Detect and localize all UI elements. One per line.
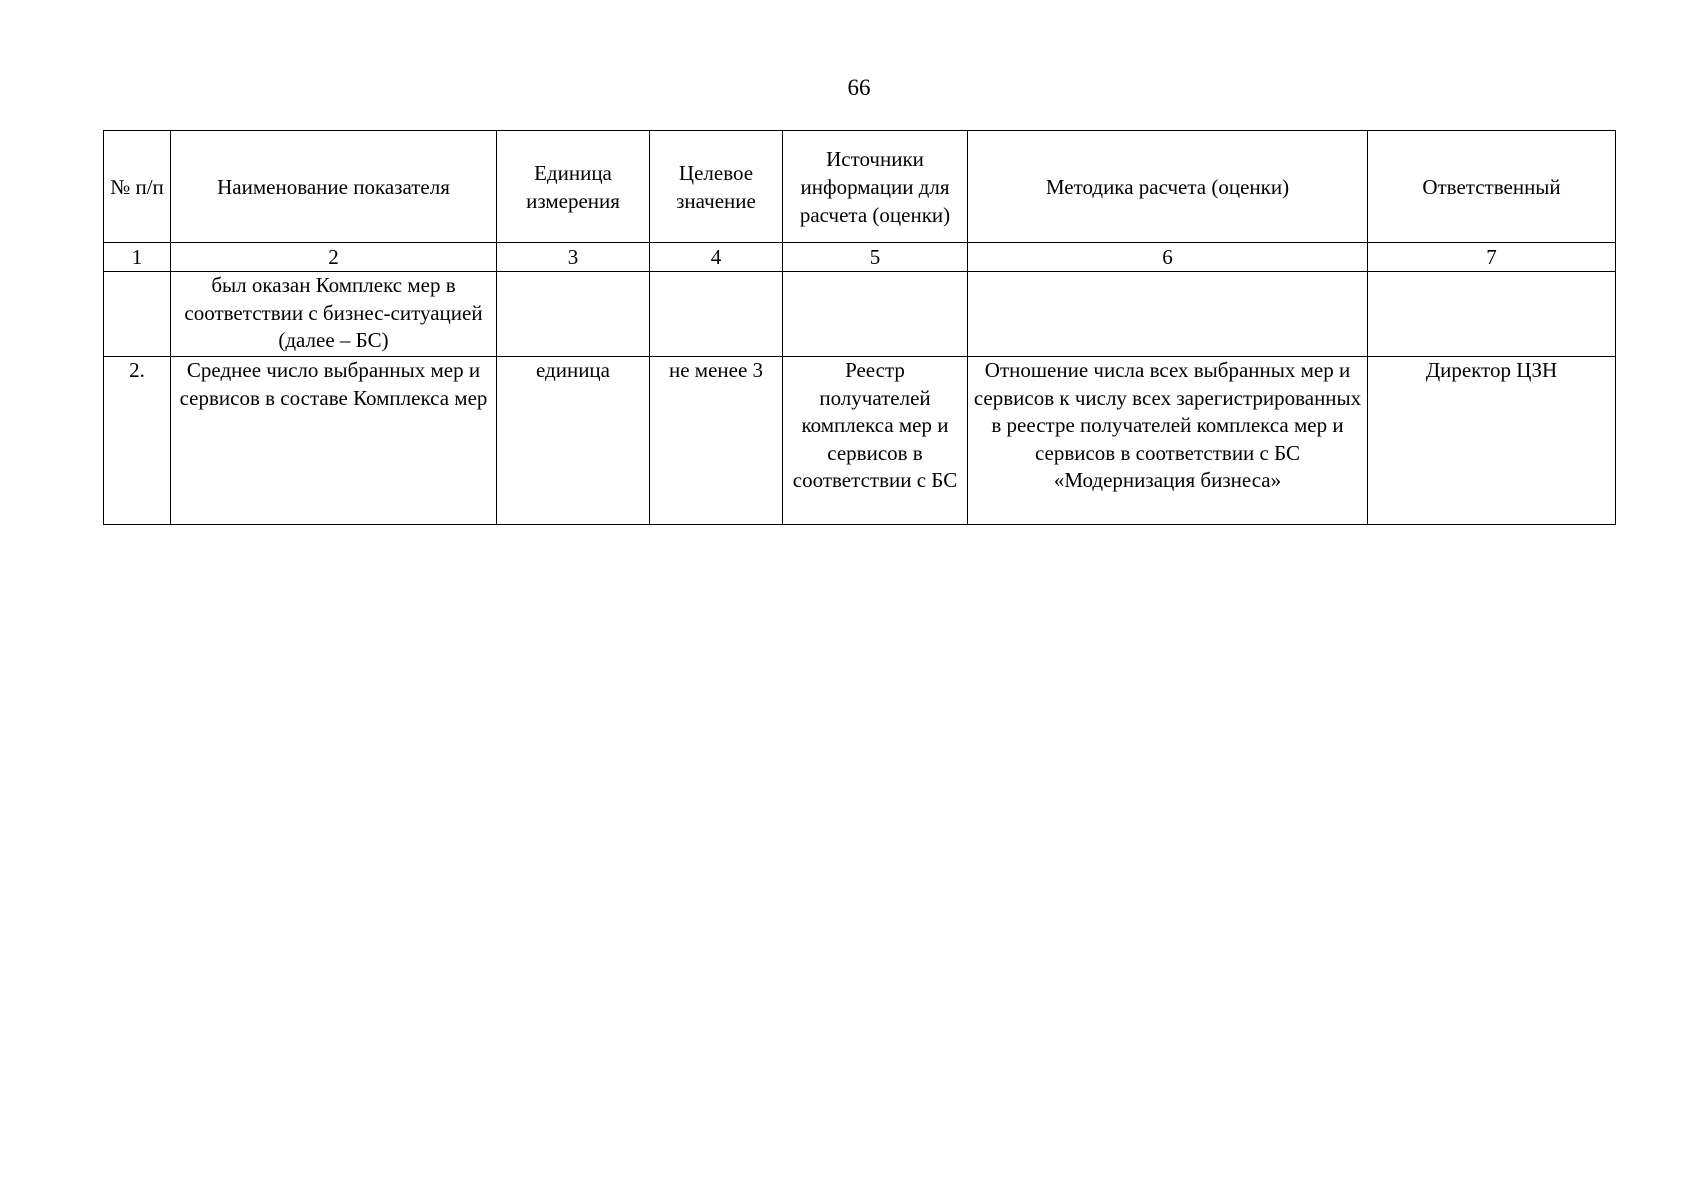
cell-num [104, 272, 171, 357]
page-number: 66 [847, 75, 871, 100]
cell-num: 2. [104, 357, 171, 525]
column-number: 2 [171, 243, 497, 272]
cell-unit: единица [497, 357, 650, 525]
column-number-row [104, 243, 1616, 272]
column-number: 7 [1368, 243, 1616, 272]
cell-target [650, 272, 783, 357]
cell-responsible: Директор ЦЗН [1368, 357, 1616, 525]
column-number: 5 [783, 243, 968, 272]
cell-responsible [1368, 272, 1616, 357]
header-source: Источники информации для расчета (оценки) [783, 131, 968, 243]
column-number: 6 [968, 243, 1368, 272]
column-number: 4 [650, 243, 783, 272]
header-name: Наименование показателя [171, 131, 497, 243]
cell-source [783, 272, 968, 357]
column-number: 3 [497, 243, 650, 272]
header-unit: Единица измерения [497, 131, 650, 243]
cell-method [968, 272, 1368, 357]
header-responsible: Ответственный [1368, 131, 1616, 243]
cell-target: не менее 3 [650, 357, 783, 525]
cell-name: был оказан Комплекс мер в соответствии с бизнес-ситуацией (далее – БС) [171, 272, 497, 357]
column-number: 1 [104, 243, 171, 272]
header-target: Целевое значение [650, 131, 783, 243]
cell-name: Среднее число выбранных мер и сервисов в составе Комплекса мер [171, 357, 497, 525]
table-row [104, 357, 1616, 525]
cell-source: Реестр получателей комплекса мер и сервисов в соответствии с БС [783, 357, 968, 525]
header-method: Методика расчета (оценки) [968, 131, 1368, 243]
cell-unit [497, 272, 650, 357]
header-row [104, 131, 1616, 243]
indicators-table [103, 130, 1616, 525]
cell-method: Отношение числа всех выбранных мер и сервисов к числу всех зарегистрированных в реестре получателей комплекса мер и сервисов в соответствии с БС «Модернизация бизнеса» [968, 357, 1368, 525]
header-num: № п/п [104, 131, 171, 243]
table-row [104, 272, 1616, 357]
